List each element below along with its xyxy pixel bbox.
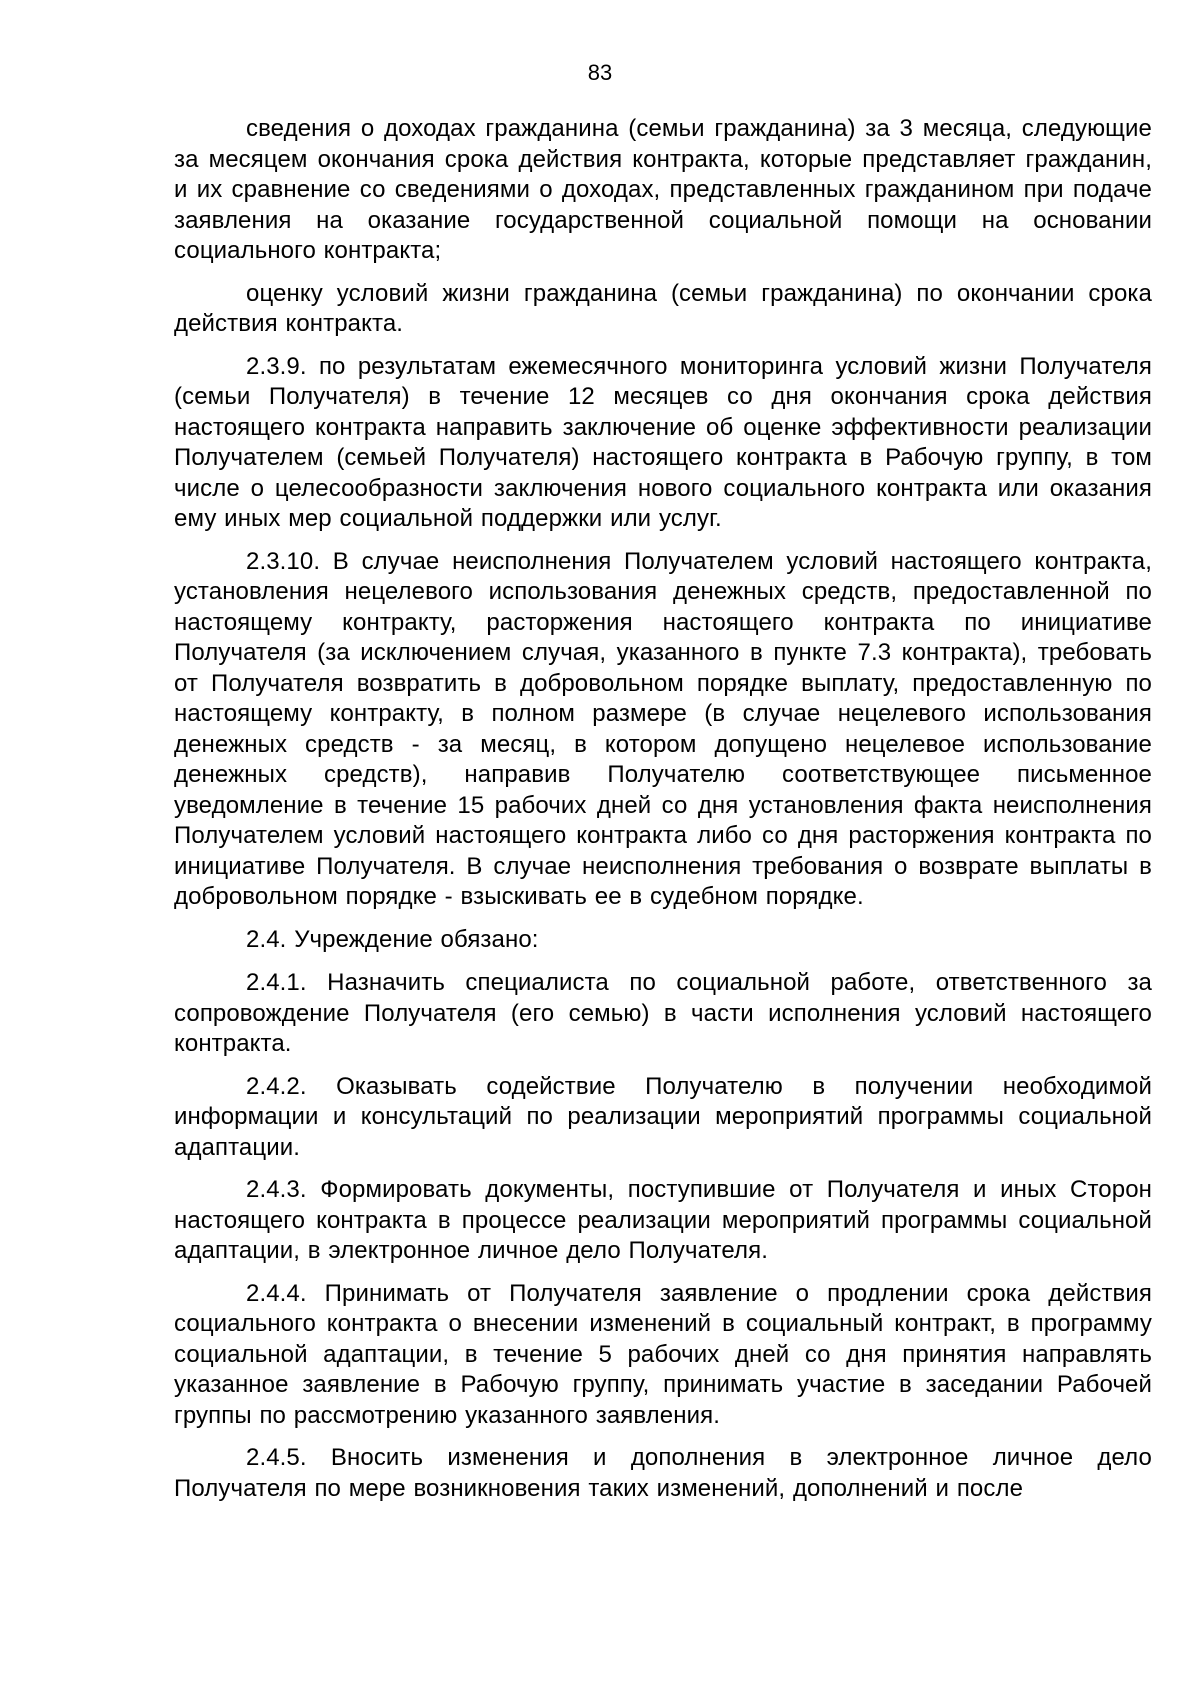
paragraph-2-4-2: 2.4.2. Оказывать содействие Получателю в получении необходимой информации и консультаций по реализации мероприятий программы социальной адаптации. [174, 1072, 1152, 1161]
paragraph-2-4: 2.4. Учреждение обязано: [246, 925, 539, 953]
document-body [174, 114, 1152, 1516]
paragraph-income-info: сведения о доходах гражданина (семьи гражданина) за 3 месяца, следующие за месяцем окончания срока действия контракта, которые представляет гражданин, и их сравнение со сведениями о доходах, представленных гражданином при подаче заявления на оказание государственной социальной помощи на основании социального контракта; [174, 115, 1152, 264]
paragraph-2-3-9: 2.3.9. по результатам ежемесячного мониторинга условий жизни Получателя (семьи Получателя) в течение 12 месяцев со дня окончания срока действия настоящего контракта направить заключение об оценке эффективности реализации Получателем (семьей Получателя) настоящего контракта в Рабочую группу, в том числе о целесообразности заключения нового социального контракта или оказания ему иных мер социальной поддержки или услуг. [174, 352, 1152, 532]
paragraph-2-3-10: 2.3.10. В случае неисполнения Получателем условий настоящего контракта, установления нецелевого использования денежных средств, предоставленной по настоящему контракту, расторжения настоящего контракта по инициативе Получателя (за исключением случая, указанного в пункте 7.3 контракта), требовать от Получателя возвратить в добровольном порядке выплату, предоставленную по настоящему контракту, в полном размере (в случае нецелевого использования денежных средств - за месяц, в котором допущено нецелевое использование денежных средств), направив Получателю соответствующее письменное уведомление в течение 15 рабочих дней со дня установления факта неисполнения Получателем условий настоящего контракта либо со дня расторжения контракта по инициативе Получателя. В случае неисполнения требования о возврате выплаты в добровольном порядке - взыскивать ее в судебном порядке. [174, 547, 1152, 910]
page-number: 83 [587, 60, 613, 85]
paragraph-2-4-3: 2.4.3. Формировать документы, поступившие от Получателя и иных Сторон настоящего контракта в процессе реализации мероприятий программы социальной адаптации, в электронное личное дело Получателя. [174, 1176, 1152, 1264]
paragraph-living-conditions: оценку условий жизни гражданина (семьи гражданина) по окончании срока действия контракта. [174, 279, 1152, 337]
paragraph-2-4-1: 2.4.1. Назначить специалиста по социальной работе, ответственного за сопровождение Получателя (его семью) в части исполнения условий настоящего контракта. [174, 969, 1152, 1057]
paragraph-2-4-4: 2.4.4. Принимать от Получателя заявление о продлении срока действия социального контракта о внесении изменений в социальный контракт, в программу социальной адаптации, в течение 5 рабочих дней со дня принятия направлять указанное заявление в Рабочую группу, принимать участие в заседании Рабочей группы по рассмотрению указанного заявления. [174, 1279, 1152, 1429]
paragraph-2-4-5: 2.4.5. Вносить изменения и дополнения в электронное личное дело Получателя по мере возникновения таких изменений, дополнений и после [174, 1444, 1152, 1502]
